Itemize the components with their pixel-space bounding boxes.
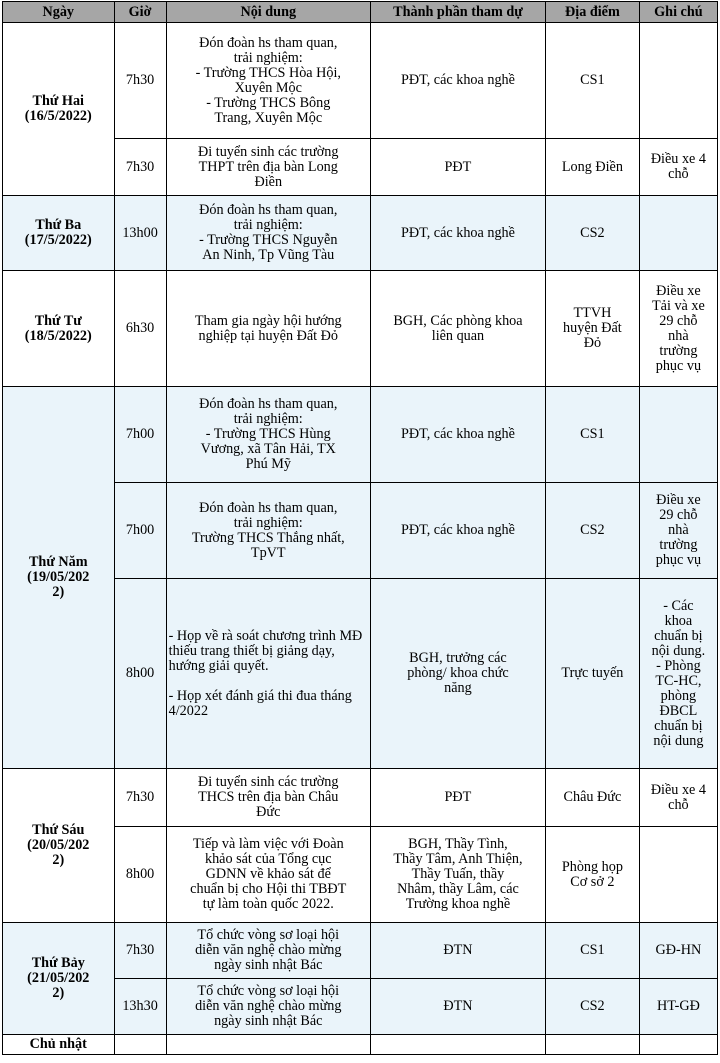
- place-line: Phòng họp: [561, 858, 623, 875]
- content-line: Tổ chức vòng sơ loại hội: [197, 983, 340, 999]
- content-cell: [166, 23, 370, 139]
- time-cell: 7h30: [114, 769, 166, 827]
- note-line: - Phòng: [656, 657, 701, 674]
- note-cell: [639, 387, 717, 483]
- participants-line: Thầy Tâm, Anh Thiện,: [393, 851, 523, 867]
- content-line: THCS trên địa bàn Châu: [198, 789, 339, 805]
- note-cell: [639, 271, 717, 387]
- table-row: [3, 23, 718, 139]
- participants-line: Nhâm, thầy Lâm, các: [397, 881, 519, 897]
- place-cell: [546, 769, 640, 827]
- place-cell: [546, 271, 640, 387]
- participants-line: PĐT, các khoa nghề: [400, 522, 515, 538]
- participants-cell: [370, 387, 545, 483]
- place-line: CS1: [580, 942, 605, 958]
- header-place: Địa điểm: [546, 2, 640, 23]
- place-cell: [546, 1035, 640, 1055]
- content-cell: [166, 271, 370, 387]
- participants-line: ĐTN: [443, 942, 473, 958]
- note-line: - Các: [663, 597, 694, 614]
- schedule-body: [3, 23, 718, 1055]
- day-label-line: (21/05/202: [27, 970, 90, 986]
- content-cell: [166, 923, 370, 979]
- header-row: [3, 2, 718, 23]
- note-line: nội dung.: [651, 642, 706, 659]
- content-line: Đi tuyển sinh các trường: [198, 774, 339, 790]
- place-cell: [546, 196, 640, 271]
- note-line: Điều xe 4: [650, 151, 706, 167]
- participants-line: PĐT: [444, 158, 472, 175]
- content-line: ngày sinh nhật Bác: [214, 1013, 323, 1029]
- content-line: khảo sát của Tổng cục: [204, 851, 332, 867]
- content-cell: [166, 139, 370, 196]
- time-cell: 7h30: [114, 139, 166, 196]
- participants-cell: [370, 769, 545, 827]
- participants-line: Trường khoa nghề: [405, 896, 511, 912]
- time-cell: 13h00: [114, 196, 166, 271]
- note-line: Điều xe: [656, 492, 701, 508]
- content-line: Đi tuyển sinh các trường: [198, 143, 339, 160]
- note-line: trường: [659, 342, 698, 359]
- schedule-table: [2, 1, 718, 1055]
- header-participants: Thành phần tham dự: [370, 2, 545, 23]
- content-line: An Ninh, Tp Vũng Tàu: [202, 247, 335, 263]
- note-line: Điều xe 4: [650, 781, 706, 798]
- note-line: 29 chỗ: [659, 507, 698, 523]
- place-line: huyện Đất: [563, 320, 622, 336]
- day-label-line: (16/5/2022): [24, 108, 92, 124]
- note-cell: [639, 769, 717, 827]
- place-line: Cơ sở 2: [570, 873, 615, 890]
- note-line: 29 chỗ: [659, 312, 698, 329]
- participants-line: ĐTN: [443, 998, 473, 1014]
- place-line: CS2: [580, 998, 605, 1014]
- content-cell: [166, 979, 370, 1035]
- time-cell: 7h00: [114, 387, 166, 483]
- place-cell: [546, 979, 640, 1035]
- content-line: trải nghiệm:: [233, 217, 303, 233]
- content-line: Xuyên Mộc: [234, 79, 302, 96]
- participants-cell: [370, 196, 545, 271]
- note-line: ĐBCL: [659, 702, 698, 719]
- content-line: trải nghiệm:: [233, 49, 303, 66]
- table-row: [3, 271, 718, 387]
- content-line: Đức: [256, 804, 281, 820]
- content-line: - Trường THCS Bông: [206, 94, 331, 111]
- place-line: Đỏ: [583, 335, 602, 351]
- participants-line: năng: [444, 680, 472, 696]
- place-line: CS2: [580, 522, 605, 538]
- participants-line: PĐT, các khoa nghề: [400, 224, 515, 241]
- note-cell: [639, 827, 717, 923]
- participants-line: BGH, trưởng các: [409, 650, 507, 666]
- content-line: Trường THCS Thắng nhất,: [191, 529, 345, 546]
- content-line: chuẩn bị cho Hội thi TBĐT: [190, 881, 347, 897]
- content-line: GDNN về khảo sát để: [205, 866, 331, 882]
- day-cell: [3, 1035, 115, 1055]
- participants-line: PĐT, các khoa nghề: [400, 72, 515, 88]
- participants-line: Thầy Tuấn, thầy: [411, 866, 505, 882]
- note-line: chỗ: [668, 796, 689, 813]
- content-line: nghiệp tại huyện Đất Đỏ: [198, 327, 338, 344]
- note-line: nhà: [668, 327, 689, 344]
- content-line: Đón đoàn hs tham quan,: [199, 396, 338, 412]
- participants-cell: [370, 827, 545, 923]
- note-line: chỗ: [668, 166, 689, 182]
- content-line: Phú Mỹ: [245, 456, 291, 472]
- content-line: Tổ chức vòng sơ loại hội: [197, 927, 340, 943]
- note-line: chuẩn bị: [654, 627, 703, 644]
- content-line: Đón đoàn hs tham quan,: [199, 34, 338, 51]
- time-cell: 7h00: [114, 483, 166, 579]
- note-line: phục vụ: [655, 357, 702, 374]
- day-label-line: Thứ Bảy: [31, 955, 85, 971]
- note-cell: [639, 923, 717, 979]
- day-label-line: Thứ Sáu: [32, 822, 85, 838]
- day-cell: [3, 769, 115, 923]
- note-line: trường: [659, 537, 698, 553]
- place-line: CS2: [580, 224, 605, 241]
- content-line: - Trường THCS Hòa Hội,: [195, 64, 341, 81]
- participants-cell: [370, 1035, 545, 1055]
- table-row: [3, 387, 718, 483]
- note-cell: [639, 196, 717, 271]
- content-line: THPT trên địa bàn Long: [198, 158, 338, 175]
- table-row: [3, 196, 718, 271]
- day-cell: [3, 387, 115, 769]
- participants-cell: [370, 579, 545, 769]
- content-line: Tham gia ngày hội hướng: [194, 312, 342, 329]
- participants-line: BGH, Các phòng khoa: [393, 312, 523, 329]
- participants-cell: [370, 271, 545, 387]
- content-bullet: - Họp xét đánh giá thi đua tháng 4/2022: [168, 687, 352, 719]
- participants-cell: [370, 139, 545, 196]
- content-line: tự làm toàn quốc 2022.: [202, 896, 334, 912]
- time-cell: 6h30: [114, 271, 166, 387]
- participants-cell: [370, 483, 545, 579]
- day-label-line: 2): [52, 584, 65, 600]
- day-label-line: Thứ Tư: [34, 312, 82, 329]
- time-cell: [114, 1035, 166, 1055]
- content-cell: [166, 769, 370, 827]
- time-cell: 7h30: [114, 23, 166, 139]
- note-line: HT-GĐ: [656, 998, 700, 1014]
- content-cell: [166, 1035, 370, 1055]
- header-time: Giờ: [114, 2, 166, 23]
- note-line: chuẩn bị: [654, 717, 703, 734]
- day-cell: [3, 271, 115, 387]
- header-note: Ghi chú: [639, 2, 717, 23]
- day-label-line: Thứ Năm: [28, 554, 88, 570]
- note-line: TC-HC,: [655, 672, 702, 689]
- content-cell: [166, 827, 370, 923]
- participants-line: phòng/ khoa chức: [407, 665, 509, 681]
- place-line: CS1: [580, 72, 605, 88]
- table-row: [3, 769, 718, 827]
- day-cell: [3, 196, 115, 271]
- time-cell: 13h30: [114, 979, 166, 1035]
- day-label-line: (17/5/2022): [24, 232, 92, 248]
- content-line: - Trường THCS Hùng: [205, 426, 331, 442]
- content-cell: [166, 387, 370, 483]
- note-line: phục vụ: [655, 552, 702, 568]
- note-cell: [639, 579, 717, 769]
- participants-cell: [370, 979, 545, 1035]
- day-cell: [3, 23, 115, 196]
- day-label-line: 2): [52, 985, 65, 1001]
- note-line: khoa: [664, 612, 693, 629]
- participants-cell: [370, 923, 545, 979]
- content-line: Vương, xã Tân Hải, TX: [200, 441, 336, 457]
- day-cell: [3, 923, 115, 1035]
- content-line: Trang, Xuyên Mộc: [214, 109, 323, 126]
- note-line: GĐ-HN: [655, 942, 702, 958]
- note-cell: [639, 979, 717, 1035]
- place-line: CS1: [580, 426, 605, 442]
- note-cell: [639, 23, 717, 139]
- time-cell: 8h00: [114, 579, 166, 769]
- content-line: ngày sinh nhật Bác: [214, 957, 323, 973]
- place-line: Châu Đức: [563, 789, 622, 805]
- content-line: TpVT: [250, 544, 286, 561]
- table-row: [3, 1035, 718, 1055]
- note-line: phòng: [660, 687, 697, 704]
- place-line: Long Điền: [561, 158, 623, 175]
- note-line: Điều xe: [656, 282, 701, 299]
- day-label-line: (18/5/2022): [24, 327, 92, 344]
- content-cell: [166, 579, 370, 769]
- note-line: Tải và xe: [652, 297, 705, 314]
- content-cell: [166, 483, 370, 579]
- content-line: - Trường THCS Nguyễn: [199, 232, 338, 248]
- participants-line: PĐT: [444, 789, 472, 805]
- content-line: Tiếp và làm việc với Đoàn: [192, 836, 344, 852]
- content-line: diễn văn nghệ chào mừng: [195, 942, 342, 958]
- participants-line: liên quan: [431, 327, 485, 344]
- place-cell: [546, 827, 640, 923]
- day-label-line: 2): [52, 852, 65, 868]
- time-cell: 8h00: [114, 827, 166, 923]
- day-label-line: Thứ Hai: [32, 93, 84, 109]
- participants-line: PĐT, các khoa nghề: [400, 426, 515, 442]
- content-line: Đón đoàn hs tham quan,: [199, 202, 338, 218]
- participants-cell: [370, 23, 545, 139]
- content-bullet: - Họp về rà soát chương trình MĐ thiếu trang thiết bị giảng dạy, hướng giải quyết.: [168, 627, 363, 674]
- participants-line: BGH, Thầy Tình,: [408, 836, 508, 852]
- content-line: Đón đoàn hs tham quan,: [199, 499, 338, 516]
- place-cell: [546, 23, 640, 139]
- note-cell: [639, 1035, 717, 1055]
- place-line: TTVH: [573, 305, 612, 321]
- time-cell: 7h30: [114, 923, 166, 979]
- header-day: Ngày: [3, 2, 115, 23]
- note-cell: [639, 483, 717, 579]
- note-line: nội dung: [653, 732, 704, 749]
- content-cell: [166, 196, 370, 271]
- content-line: diễn văn nghệ chào mừng: [195, 998, 342, 1014]
- header-content: Nội dung: [166, 2, 370, 23]
- content-line: Điền: [254, 173, 283, 190]
- note-line: nhà: [668, 522, 689, 538]
- place-line: Trực tuyến: [561, 665, 624, 681]
- table-row: [3, 923, 718, 979]
- place-cell: [546, 923, 640, 979]
- day-label-line: Chủ nhật: [29, 1036, 87, 1052]
- note-cell: [639, 139, 717, 196]
- day-label-line: (20/05/202: [27, 837, 90, 853]
- day-label-line: Thứ Ba: [35, 217, 82, 233]
- place-cell: [546, 139, 640, 196]
- place-cell: [546, 483, 640, 579]
- content-line: trải nghiệm:: [233, 411, 303, 427]
- place-cell: [546, 387, 640, 483]
- place-cell: [546, 579, 640, 769]
- day-label-line: (19/05/202: [27, 569, 90, 585]
- content-line: trải nghiệm:: [233, 514, 303, 531]
